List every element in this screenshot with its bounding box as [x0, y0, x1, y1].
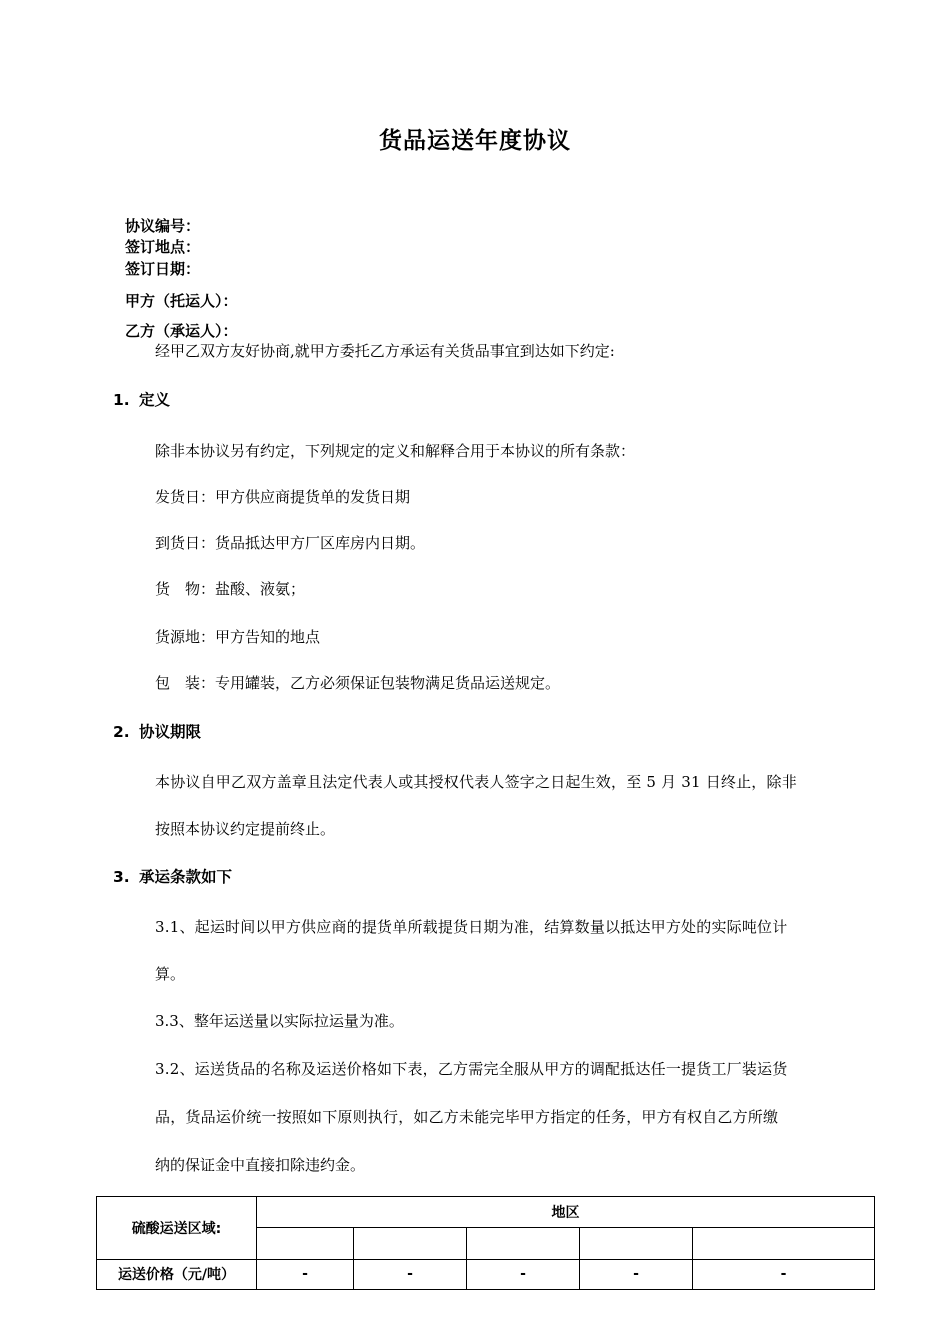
section-1-line: 发货日：甲方供应商提货单的发货日期	[155, 488, 411, 506]
section-title: 承运条款如下	[139, 868, 233, 886]
section-3-line: 3.1、起运时间以甲方供应商的提货单所载提货日期为准，结算数量以抵达甲方处的实际吨位计	[155, 918, 788, 936]
section-3-line: 纳的保证金中直接扣除违约金。	[155, 1156, 366, 1174]
party-a-label: 甲方（托运人）：	[125, 292, 238, 310]
section-3-line: 3.3、整年运送量以实际拉运量为准。	[155, 1012, 404, 1030]
section-2-line: 按照本协议约定提前终止。	[155, 820, 336, 838]
party-b-label: 乙方（承运人）：	[125, 322, 238, 340]
section-3-line: 品，货品运价统一按照如下原则执行，如乙方未能完毕甲方指定的任务，甲方有权自乙方所缴	[155, 1108, 779, 1126]
section-number: 3.	[113, 868, 130, 886]
price-cell: -	[354, 1259, 467, 1289]
region-label-cell: 硫酸运送区域:	[97, 1197, 257, 1260]
sign-date-label: 签订日期：	[125, 260, 201, 278]
price-label-cell: 运送价格（元/吨）	[97, 1259, 257, 1289]
section-title: 定义	[139, 391, 171, 409]
section-1-line: 货 物：盐酸、液氨；	[155, 580, 306, 598]
area-cell	[580, 1228, 693, 1259]
freight-rate-table	[96, 1196, 875, 1290]
section-3-heading	[113, 865, 232, 887]
document-title: 货品运送年度协议	[379, 128, 571, 154]
area-header-cell: 地区	[257, 1197, 875, 1228]
price-cell: -	[467, 1259, 580, 1289]
section-number: 1.	[113, 391, 130, 409]
section-2-heading	[113, 720, 201, 742]
sign-place-label: 签订地点：	[125, 238, 201, 256]
section-1-heading	[113, 388, 170, 410]
price-cell: -	[693, 1259, 875, 1289]
section-2-line: 本协议自甲乙双方盖章且法定代表人或其授权代表人签字之日起生效，至 5 月 31 日终止，除非	[155, 773, 797, 791]
section-1-line: 货源地：甲方告知的地点	[155, 628, 321, 646]
section-number: 2.	[113, 723, 130, 741]
price-cell: -	[257, 1259, 354, 1289]
section-3-line: 算。	[155, 965, 186, 983]
section-1-line: 除非本协议另有约定，下列规定的定义和解释合用于本协议的所有条款：	[155, 442, 636, 460]
area-cell	[354, 1228, 467, 1259]
area-cell	[257, 1228, 354, 1259]
intro-paragraph: 经甲乙双方友好协商,就甲方委托乙方承运有关货品事宜到达如下约定:	[155, 342, 615, 360]
agreement-number-label: 协议编号：	[125, 217, 201, 235]
section-1-line: 包 装：专用罐装，乙方必须保证包装物满足货品运送规定。	[155, 674, 561, 692]
section-3-line: 3.2、运送货品的名称及运送价格如下表，乙方需完全服从甲方的调配抵达任一提货工厂装运货	[155, 1060, 788, 1078]
area-cell	[467, 1228, 580, 1259]
section-1-line: 到货日：货品抵达甲方厂区库房内日期。	[155, 534, 426, 552]
section-title: 协议期限	[139, 723, 202, 741]
area-cell	[693, 1228, 875, 1259]
price-cell: -	[580, 1259, 693, 1289]
